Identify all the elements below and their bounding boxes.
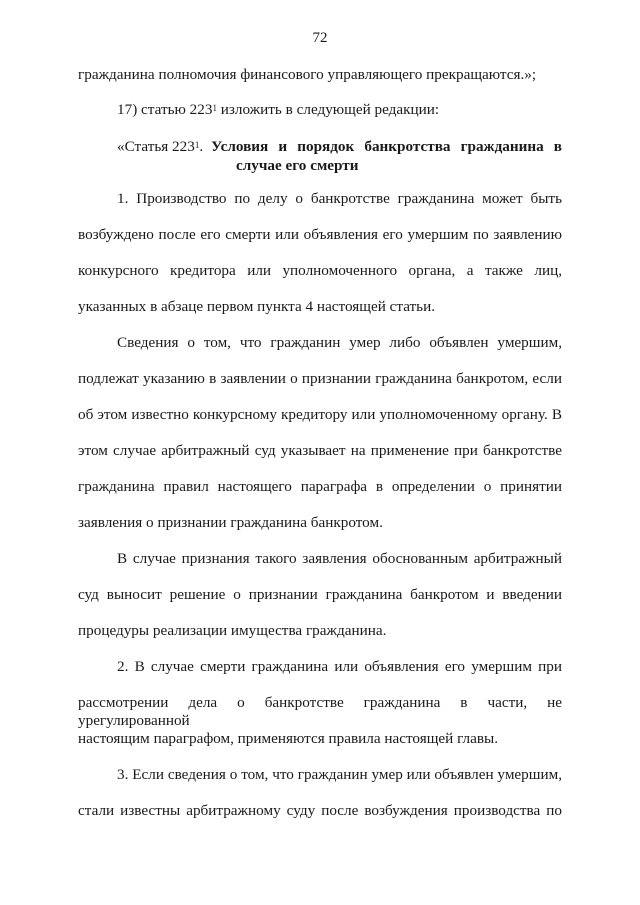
text-line: гражданина правил настоящего параграфа в определении о принятии [78,478,562,495]
page-number: 72 [312,30,328,46]
article-superscript: 1 [194,140,200,150]
text-line: 1. Производство по делу о банкротстве гражданина может быть [117,190,562,207]
text-line: 3. Если сведения о том, что гражданин умер или объявлен умершим, [117,766,562,783]
text-line: подлежат указанию в заявлении о признании гражданина банкротом, если [78,370,562,387]
article-label [117,138,203,156]
text-line: возбуждено после его смерти или объявления его умершим по заявлению [78,226,562,243]
article-prefix: «Статья 223 [117,138,195,155]
text-line: об этом известно конкурсному кредитору или уполномоченному органу. В [78,406,562,423]
text-line: стали известны арбитражному суду после возбуждения производства по [78,802,562,819]
text-line: суд выносит решение о признании гражданина банкротом и введении [78,586,562,603]
text-line: процедуры реализации имущества гражданина. [78,622,387,639]
item-17 [117,101,439,119]
item-17-prefix: 17) статью 223 [117,101,213,118]
text-line: рассмотрении дела о банкротстве гражданина в части, не урегулированной [78,694,562,729]
item-17-superscript: 1 [212,103,217,113]
text-line: Сведения о том, что гражданин умер либо объявлен умершим, [117,334,562,351]
text-line: этом случае арбитражный суд указывает на применение при банкротстве [78,442,562,459]
article-title-line-2: случае его смерти [236,157,359,174]
text-line: настоящим параграфом, применяются правила настоящей главы. [78,730,499,747]
article-title-line-1: Условия и порядок банкротства гражданина в [211,138,562,155]
article-heading [117,138,562,156]
item-17-suffix: изложить в следующей редакции: [216,101,440,118]
text-line: В случае признания такого заявления обоснованным арбитражный [117,550,562,567]
article-dot: . [199,138,204,155]
text-line: указанных в абзаце первом пункта 4 настоящей статьи. [78,298,436,315]
text-line: конкурсного кредитора или уполномоченного органа, а также лиц, [78,262,562,279]
text-line: 2. В случае смерти гражданина или объявления его умершим при [117,658,562,675]
text-line: гражданина полномочия финансового управляющего прекращаются.»; [78,66,537,83]
text-line: заявления о признании гражданина банкротом. [78,514,383,531]
